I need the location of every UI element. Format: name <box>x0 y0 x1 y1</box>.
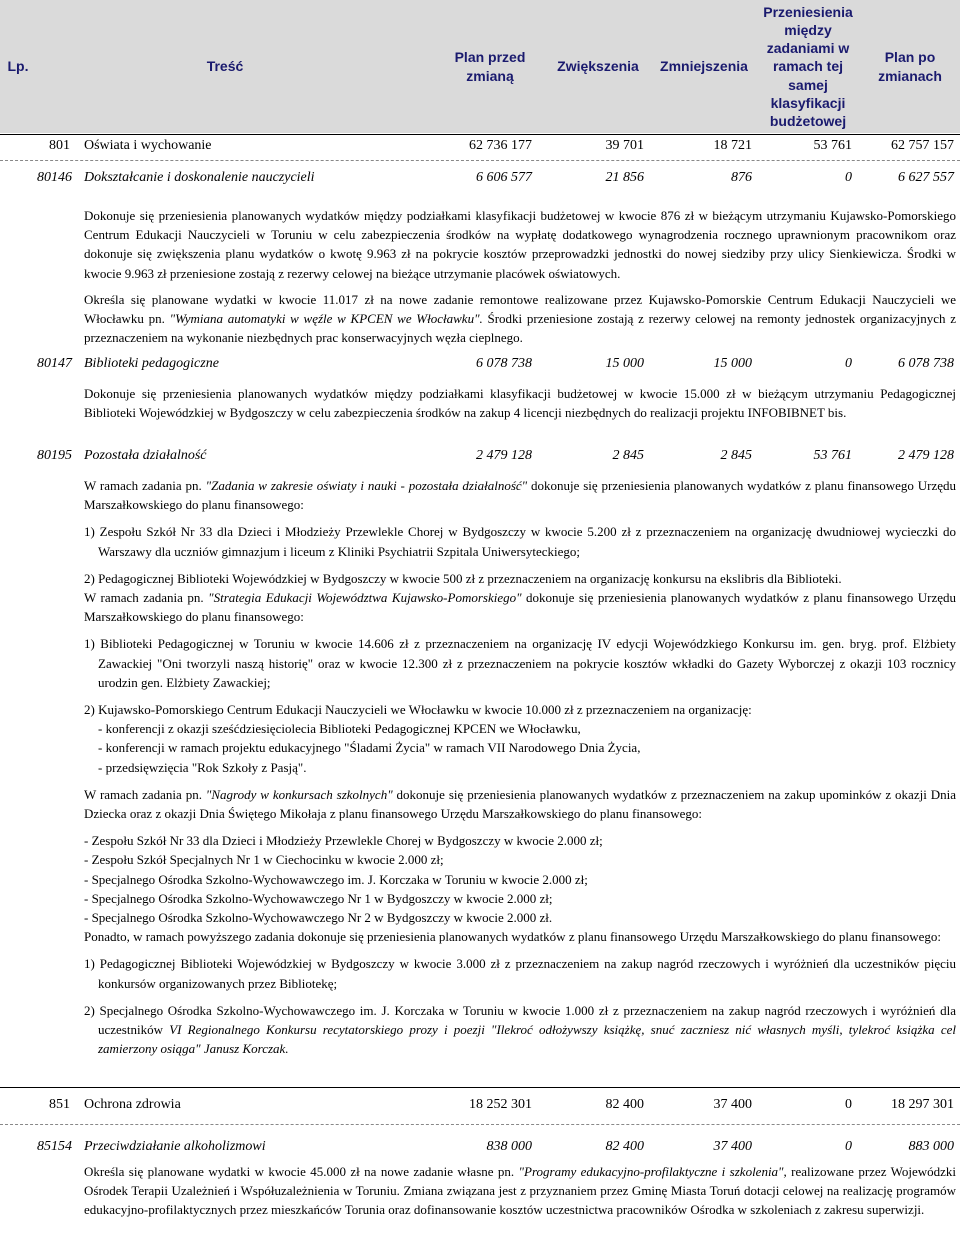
row-po: 62 757 157 <box>891 138 954 153</box>
paragraph-block <box>84 206 956 283</box>
table-header <box>0 0 960 133</box>
paragraph-block <box>84 476 956 1058</box>
row-lp: 80146 <box>37 170 72 185</box>
list-item: - Zespołu Szkół Specjalnych Nr 1 w Ciechocinku w kwocie 2.000 zł; <box>84 852 444 868</box>
divider <box>0 160 960 161</box>
table-row <box>0 448 960 468</box>
paragraph: Dokonuje się przeniesienia planowanych wydatków między podziałkami klasyfikacji budżetowej w kwocie 15.000 zł w bieżącym utrzymaniu Pedagogicznej Biblioteki Wojewódzkiej w Bydgoszczy w celu zabezpieczenia środków na zakup 4 licencji niezbędnych do realizacji projektu INFOBIBNET bis. <box>84 386 956 421</box>
table-row <box>0 138 960 158</box>
row-zm: 15 000 <box>713 356 752 371</box>
row-name: Oświata i wychowanie <box>84 138 212 153</box>
table-row <box>0 1097 960 1117</box>
list-item: - Specjalnego Ośrodka Szkolno-Wychowawczego im. J. Korczaka w Toruniu w kwocie 2.000 zł; <box>84 871 588 887</box>
paragraph-block <box>84 1162 956 1220</box>
row-zm: 18 721 <box>713 138 752 153</box>
paragraph-block <box>84 384 956 422</box>
list-item: 2) Kujawsko-Pomorskiego Centrum Edukacji Nauczycieli we Włocławku w kwocie 10.000 zł z przeznaczeniem na organizację: <box>84 702 752 718</box>
paragraph: Określa się planowane wydatki w kwocie 11.017 zł na nowe zadanie remontowe realizowane przez Kujawsko-Pomorskie Centrum Edukacji Nauczycieli we Włocławku pn. "Wymiana automatyki w węźle w KPCEN we Włocławku". Środki przeniesione zostają z rezerwy celowej na remonty jednostek organizacyjnych z przeznaczeniem na wykonanie niezbędnych prac konserwacyjnych węzła cieplnego. <box>84 292 957 346</box>
paragraph: Określa się planowane wydatki w kwocie 45.000 zł na nowe zadanie własne pn. "Programy edukacyjno-profilaktyczne i szkolenia", realizowane przez Wojewódzki Ośrodek Terapii Uzależnień i Współuzależnienia w Toruniu. Zmiana związana jest z przyznaniem przez Gminę Miasta Toruń dotacji celowej na realizację programów edukacyjno-profilaktycznych przez mieszkańców Torunia oraz dofinansowanie kosztów uczestnictwa pracowników Ośrodka w szkoleniach z zakresu superwizji. <box>84 1164 956 1218</box>
list-item: - Specjalnego Ośrodka Szkolno-Wychowawczego Nr 1 w Bydgoszczy w kwocie 2.000 zł; <box>84 890 553 906</box>
paragraph: W ramach zadania pn. "Nagrody w konkursach szkolnych" dokonuje się przeniesienia planowanych wydatków z przeznaczeniem na zakup upominków z okazji Dnia Dziecka oraz z okazji Dnia Świętego Mikołaja z planu finansowego Urzędu Marszałkowskiego do planu finansowego: <box>84 786 957 822</box>
row-zw: 39 701 <box>605 138 644 153</box>
list-item: 1) Biblioteki Pedagogicznej w Toruniu w kwocie 14.606 zł z przeznaczeniem na organizację IV edycji Wojewódzkiego Konkursu im. gen. bryg. prof. Elżbiety Zawackiej "Oni tworzyli naszą historię" oraz w kwocie 12.300 zł z przeznaczeniem na pokrycie kosztów wkładki do Gazety Wyborczej z okazji 103 rocznicy urodzin gen. Elżbiety Zawackiej; <box>84 636 956 690</box>
list-item: 2) Specjalnego Ośrodka Szkolno-Wychowawczego im. J. Korczaka w Toruniu w kwocie 1.000 zł z przeznaczeniem na zakup nagród rzeczowych i wyróżnień dla uczestników VI Regionalnego Konkursu recytatorskiego prozy i poezji "Ilekroć odłożywszy książkę, snuć zaczniesz nić własnych myśli, tylekroć książka cel zamierzony osiąga" Janusz Korczak. <box>84 1002 956 1057</box>
row-zm: 2 845 <box>720 448 752 463</box>
list-item: - konferencji z okazji sześćdziesięciolecia Biblioteki Pedagogicznej KPCEN we Włocławku, <box>98 721 581 737</box>
row-zw: 82 400 <box>605 1097 644 1112</box>
col-lp: Lp. <box>7 58 29 75</box>
row-plan: 62 736 177 <box>469 138 532 153</box>
row-name: Ochrona zdrowia <box>84 1097 181 1112</box>
divider <box>0 1087 960 1088</box>
row-plan: 6 606 577 <box>476 170 532 185</box>
paragraph: Dokonuje się przeniesienia planowanych wydatków między podziałkami klasyfikacji budżetowej w kwocie 876 zł w bieżącym utrzymaniu Kujawsko-Pomorskiego Centrum Edukacji Nauczycieli w Toruniu w celu zabezpieczenia środków na wypłatę dodatkowego wynagrodzenia rocznego uprawnionym pracownikom oraz dokonuje się zwiększenia planu wydatków o kwotę 9.963 zł na pokrycie kosztów przeprowadzki jednostki do nowej siedziby przy ulicy Sienkiewicza. Środki w kwocie 9.963 zł przeniesione zostają z rezerwy celowej na bieżące utrzymanie placówek oświatowych. <box>84 208 956 281</box>
row-lp: 851 <box>49 1097 70 1112</box>
row-plan: 2 479 128 <box>476 448 532 463</box>
row-lp: 80147 <box>37 356 72 371</box>
list-item: - konferencji w ramach projektu edukacyjnego "Śladami Życia" w ramach VII Narodowego Dnia Życia, <box>98 740 641 756</box>
paragraph: W ramach zadania pn. "Strategia Edukacji Województwa Kujawsko-Pomorskiego" dokonuje się przeniesienia planowanych wydatków z planu finansowego Urzędu Marszałkowskiego do planu finansowego: <box>84 590 957 625</box>
row-prz: 0 <box>845 356 852 371</box>
row-plan: 18 252 301 <box>469 1097 532 1112</box>
row-po: 6 627 557 <box>898 170 954 185</box>
row-prz: 0 <box>845 1097 852 1112</box>
divider <box>0 134 960 135</box>
table-row <box>0 1139 960 1159</box>
divider <box>0 1124 960 1125</box>
row-zw: 2 845 <box>612 448 644 463</box>
row-name: Pozostała działalność <box>84 448 207 463</box>
table-row <box>0 170 960 190</box>
row-zm: 37 400 <box>713 1139 752 1154</box>
row-name: Dokształcanie i doskonalenie nauczycieli <box>84 170 315 185</box>
col-plan-przed: Plan przed zmianą <box>454 49 526 84</box>
col-zmniejszenia: Zmniejszenia <box>660 58 748 75</box>
row-zm: 37 400 <box>713 1097 752 1112</box>
row-zm: 876 <box>731 170 752 185</box>
row-prz: 53 761 <box>813 448 852 463</box>
row-po: 18 297 301 <box>891 1097 954 1112</box>
row-prz: 0 <box>845 1139 852 1154</box>
row-po: 2 479 128 <box>898 448 954 463</box>
list-item: - Specjalnego Ośrodka Szkolno-Wychowawczego Nr 2 w Bydgoszczy w kwocie 2.000 zł. <box>84 910 553 926</box>
paragraph: W ramach zadania pn. "Zadania w zakresie oświaty i nauki - pozostała działalność" dokonuje się przeniesienia planowanych wydatków z planu finansowego Urzędu Marszałkowskiego do planu finansowego: <box>84 478 956 513</box>
paragraph-block <box>84 290 956 348</box>
row-prz: 0 <box>845 170 852 185</box>
list-item: 1) Zespołu Szkół Nr 33 dla Dzieci i Młodzieży Przewlekle Chorej w Bydgoszczy w kwocie 5.200 zł z przeznaczeniem na organizację dwudniowej wycieczki do Warszawy dla uczniów gimnazjum i liceum z Kliniki Psychiatrii Szpitala Uniwersyteckiego; <box>84 524 956 559</box>
row-plan: 6 078 738 <box>476 356 532 371</box>
list-item: 1) Pedagogicznej Biblioteki Wojewódzkiej w Bydgoszczy w kwocie 3.000 zł z przeznaczeniem na zakup nagród rzeczowych i wyróżnień dla uczestników pięciu konkursów organizowanych przez Bibliotekę; <box>84 956 956 991</box>
paragraph: Ponadto, w ramach powyższego zadania dokonuje się przeniesienia planowanych wydatków z planu finansowego Urzędu Marszałkowskiego do planu finansowego: <box>84 929 942 945</box>
list-item: - Zespołu Szkół Nr 33 dla Dzieci i Młodzieży Przewlekle Chorej w Bydgoszczy w kwocie 2.000 zł; <box>84 833 603 849</box>
row-name: Przeciwdziałanie alkoholizmowi <box>84 1139 266 1154</box>
list-item: 2) Pedagogicznej Biblioteki Wojewódzkiej w Bydgoszczy w kwocie 500 zł z przeznaczeniem na organizację konkursu na ekslibris dla Biblioteki. <box>84 570 842 586</box>
row-zw: 21 856 <box>605 170 644 185</box>
row-po: 6 078 738 <box>898 356 954 371</box>
col-zwiekszenia: Zwiększenia <box>557 58 639 75</box>
col-plan-po: Plan po zmianach <box>878 49 942 84</box>
col-tresc: Treść <box>206 58 244 75</box>
row-zw: 15 000 <box>605 356 644 371</box>
row-lp: 80195 <box>37 448 72 463</box>
row-name: Biblioteki pedagogiczne <box>84 356 219 371</box>
row-plan: 838 000 <box>486 1139 532 1154</box>
list-item: - przedsięwzięcia "Rok Szkoły z Pasją". <box>98 759 307 775</box>
row-prz: 53 761 <box>813 138 852 153</box>
row-lp: 85154 <box>37 1139 72 1154</box>
row-zw: 82 400 <box>605 1139 644 1154</box>
col-przeniesienia: Przeniesienia między zadaniami w ramach tej samej klasyfikacji budżetowej <box>763 3 853 129</box>
table-row <box>0 356 960 376</box>
row-lp: 801 <box>49 138 70 153</box>
row-po: 883 000 <box>908 1139 954 1154</box>
